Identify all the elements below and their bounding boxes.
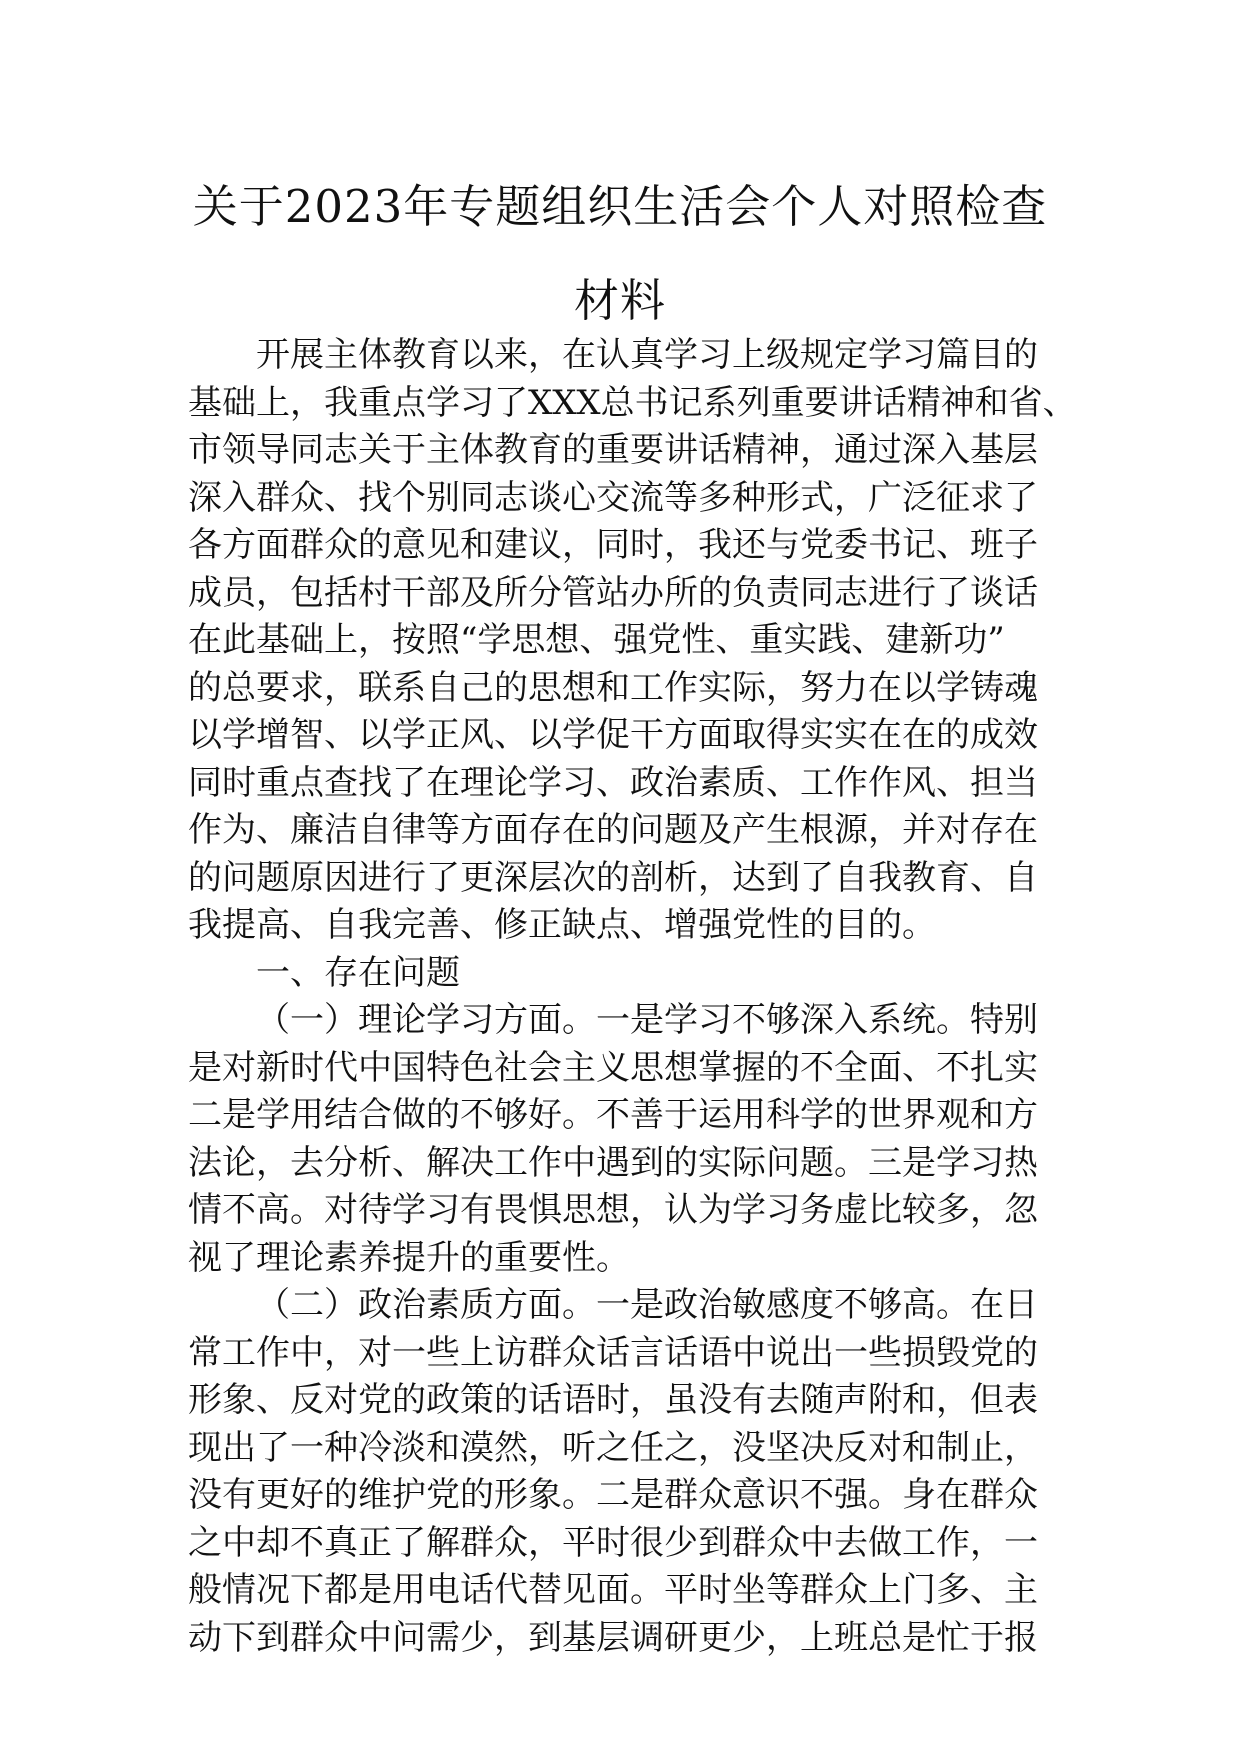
paragraph-line: 现出了一种冷淡和漠然，听之任之，没坚决反对和制止，: [188, 1427, 1038, 1468]
paragraph-line: 市领导同志关于主体教育的重要讲话精神，通过深入基层: [188, 430, 1038, 470]
paragraph-line: 情不高。对待学习有畏惧思想，认为学习务虚比较多，忽: [188, 1190, 1038, 1230]
paragraph-line: 动下到群众中问需少，到基层调研更少，上班总是忙于报: [188, 1617, 1038, 1658]
title-line: 关于2023年专题组织生活会个人对照检查: [192, 180, 1048, 233]
title-line: 材料: [573, 274, 666, 327]
paragraph-line: 的总要求，联系自己的思想和工作实际，努力在以学铸魂: [188, 667, 1038, 708]
paragraph-line: 基础上，我重点学习了XXX总书记系列重要讲话精神和省、: [188, 382, 1077, 423]
paragraph-line: （一）理论学习方面。一是学习不够深入系统。特别: [256, 1000, 1038, 1040]
paragraph-line: 般情况下都是用电话代替见面。平时坐等群众上门多、主: [188, 1570, 1038, 1610]
paragraph-line: 开展主体教育以来，在认真学习上级规定学习篇目的: [256, 335, 1038, 375]
paragraph-line: 同时重点查找了在理论学习、政治素质、工作作风、担当: [188, 762, 1038, 803]
paragraph-line: 以学增智、以学正风、以学促干方面取得实实在在的成效: [188, 715, 1038, 755]
paragraph-line: 之中却不真正了解群众，平时很少到群众中去做工作，一: [188, 1522, 1038, 1563]
paragraph-line: 法论，去分析、解决工作中遇到的实际问题。三是学习热: [188, 1142, 1038, 1183]
paragraph-line: 在此基础上，按照“学思想、强党性、重实践、建新功”: [188, 620, 1005, 660]
paragraph-line: 我提高、自我完善、修正缺点、增强党性的目的。: [188, 905, 936, 945]
paragraph-line: 常工作中，对一些上访群众话言话语中说出一些损毁党的: [188, 1332, 1038, 1373]
paragraph-line: 的问题原因进行了更深层次的剖析，达到了自我教育、自: [188, 857, 1038, 898]
paragraph-line: 视了理论素养提升的重要性。: [188, 1237, 630, 1278]
paragraph-line: 二是学用结合做的不够好。不善于运用科学的世界观和方: [188, 1095, 1038, 1135]
document-body: [188, 332, 1077, 1662]
paragraph-line: 成员，包括村干部及所分管站办所的负责同志进行了谈话: [188, 572, 1038, 613]
paragraph-line: 作为、廉洁自律等方面存在的问题及产生根源，并对存在: [188, 810, 1038, 850]
paragraph-line: 各方面群众的意见和建议，同时，我还与党委书记、班子: [188, 525, 1038, 565]
paragraph-line: 形象、反对党的政策的话语时，虽没有去随声附和，但表: [188, 1380, 1038, 1420]
document-title: [150, 160, 1090, 348]
paragraph-line: 是对新时代中国特色社会主义思想掌握的不全面、不扎实: [188, 1047, 1038, 1088]
section-heading: 一、存在问题: [256, 952, 460, 993]
paragraph-line: 没有更好的维护党的形象。二是群众意识不强。身在群众: [188, 1475, 1038, 1515]
paragraph-line: （二）政治素质方面。一是政治敏感度不够高。在日: [256, 1285, 1038, 1325]
paragraph-line: 深入群众、找个别同志谈心交流等多种形式，广泛征求了: [188, 477, 1038, 518]
